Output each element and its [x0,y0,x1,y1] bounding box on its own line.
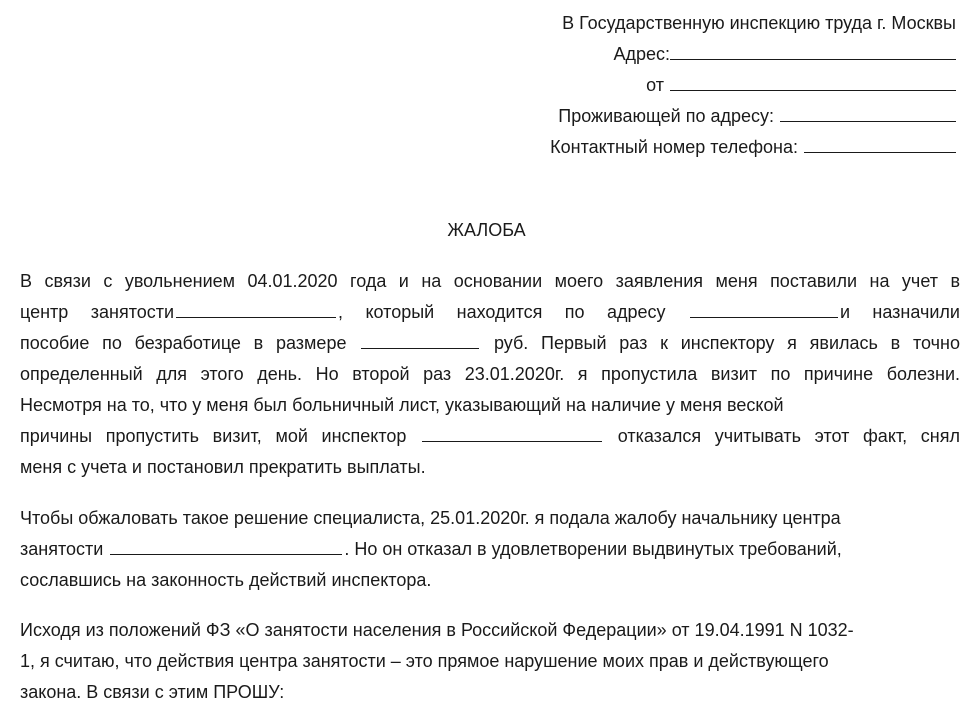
inspector-name-blank [422,423,602,442]
residence-label: Проживающей по адресу: [558,106,774,126]
p1-line-2 [20,297,960,328]
address-line [436,39,956,70]
phone-line [436,132,956,163]
center-head-blank [110,536,342,555]
p2-text: занятости [20,539,104,559]
from-line [436,70,956,101]
document-title: ЖАЛОБА [447,220,526,240]
paragraph-1 [20,266,960,483]
addressee-block [436,8,956,163]
p3-line-3: закона. В связи с этим ПРОШУ: [20,682,285,702]
paragraph-3 [20,615,960,708]
p1-line-6 [20,421,960,452]
phone-label: Контактный номер телефона: [550,137,798,157]
p1-line-5: Несмотря на то, что у меня был больничный лист, указывающий на наличие у меня веской [20,395,784,415]
paragraph-2 [20,503,960,596]
p1-text: центр занятости [20,302,175,322]
p1-line-3 [20,328,960,359]
p3-line-1: Исходя из положений ФЗ «О занятости населения в Российской Федерации» от 19.04.1991 N 1032- [20,620,854,640]
p1-text: , который находится по адресу [338,302,666,322]
benefit-amount-blank [361,330,479,349]
p1-text: причины пропустить визит, мой инспектор [20,426,407,446]
addressee-text: В Государственную инспекцию труда г. Москвы [562,13,956,33]
address-label: Адрес: [613,44,670,64]
center-address-blank [690,299,838,318]
p3-line-2: 1, я считаю, что действия центра занятости – это прямое нарушение моих прав и действующего [20,651,829,671]
from-label: от [646,75,664,95]
p1-text: отказался учитывать этот факт, снял [617,426,960,446]
p1-text: и назначили [839,302,960,322]
p2-line-2 [20,534,960,565]
address-blank [670,41,956,60]
p2-line-3: сославшись на законность действий инспектора. [20,570,432,590]
p1-line-7: меня с учета и постановил прекратить выплаты. [20,457,426,477]
residence-blank [780,103,956,122]
phone-blank [804,134,956,153]
p2-line-1: Чтобы обжаловать такое решение специалиста, 25.01.2020г. я подала жалобу начальнику центра [20,508,841,528]
p2-text: . Но он отказал в удовлетворении выдвинутых требований, [344,539,842,559]
p1-text: руб. Первый раз к инспектору я явилась в точно [493,333,960,353]
employment-center-blank [176,299,336,318]
from-blank [670,72,956,91]
p1-line-1: В связи с увольнением 04.01.2020 года и на основании моего заявления меня поставили на учет в [20,271,960,291]
residence-line [436,101,956,132]
p1-text: пособие по безработице в размере [20,333,347,353]
addressee-line [436,8,956,39]
p1-line-4: определенный для этого день. Но второй раз 23.01.2020г. я пропустила визит по причине болезни. [20,364,960,384]
